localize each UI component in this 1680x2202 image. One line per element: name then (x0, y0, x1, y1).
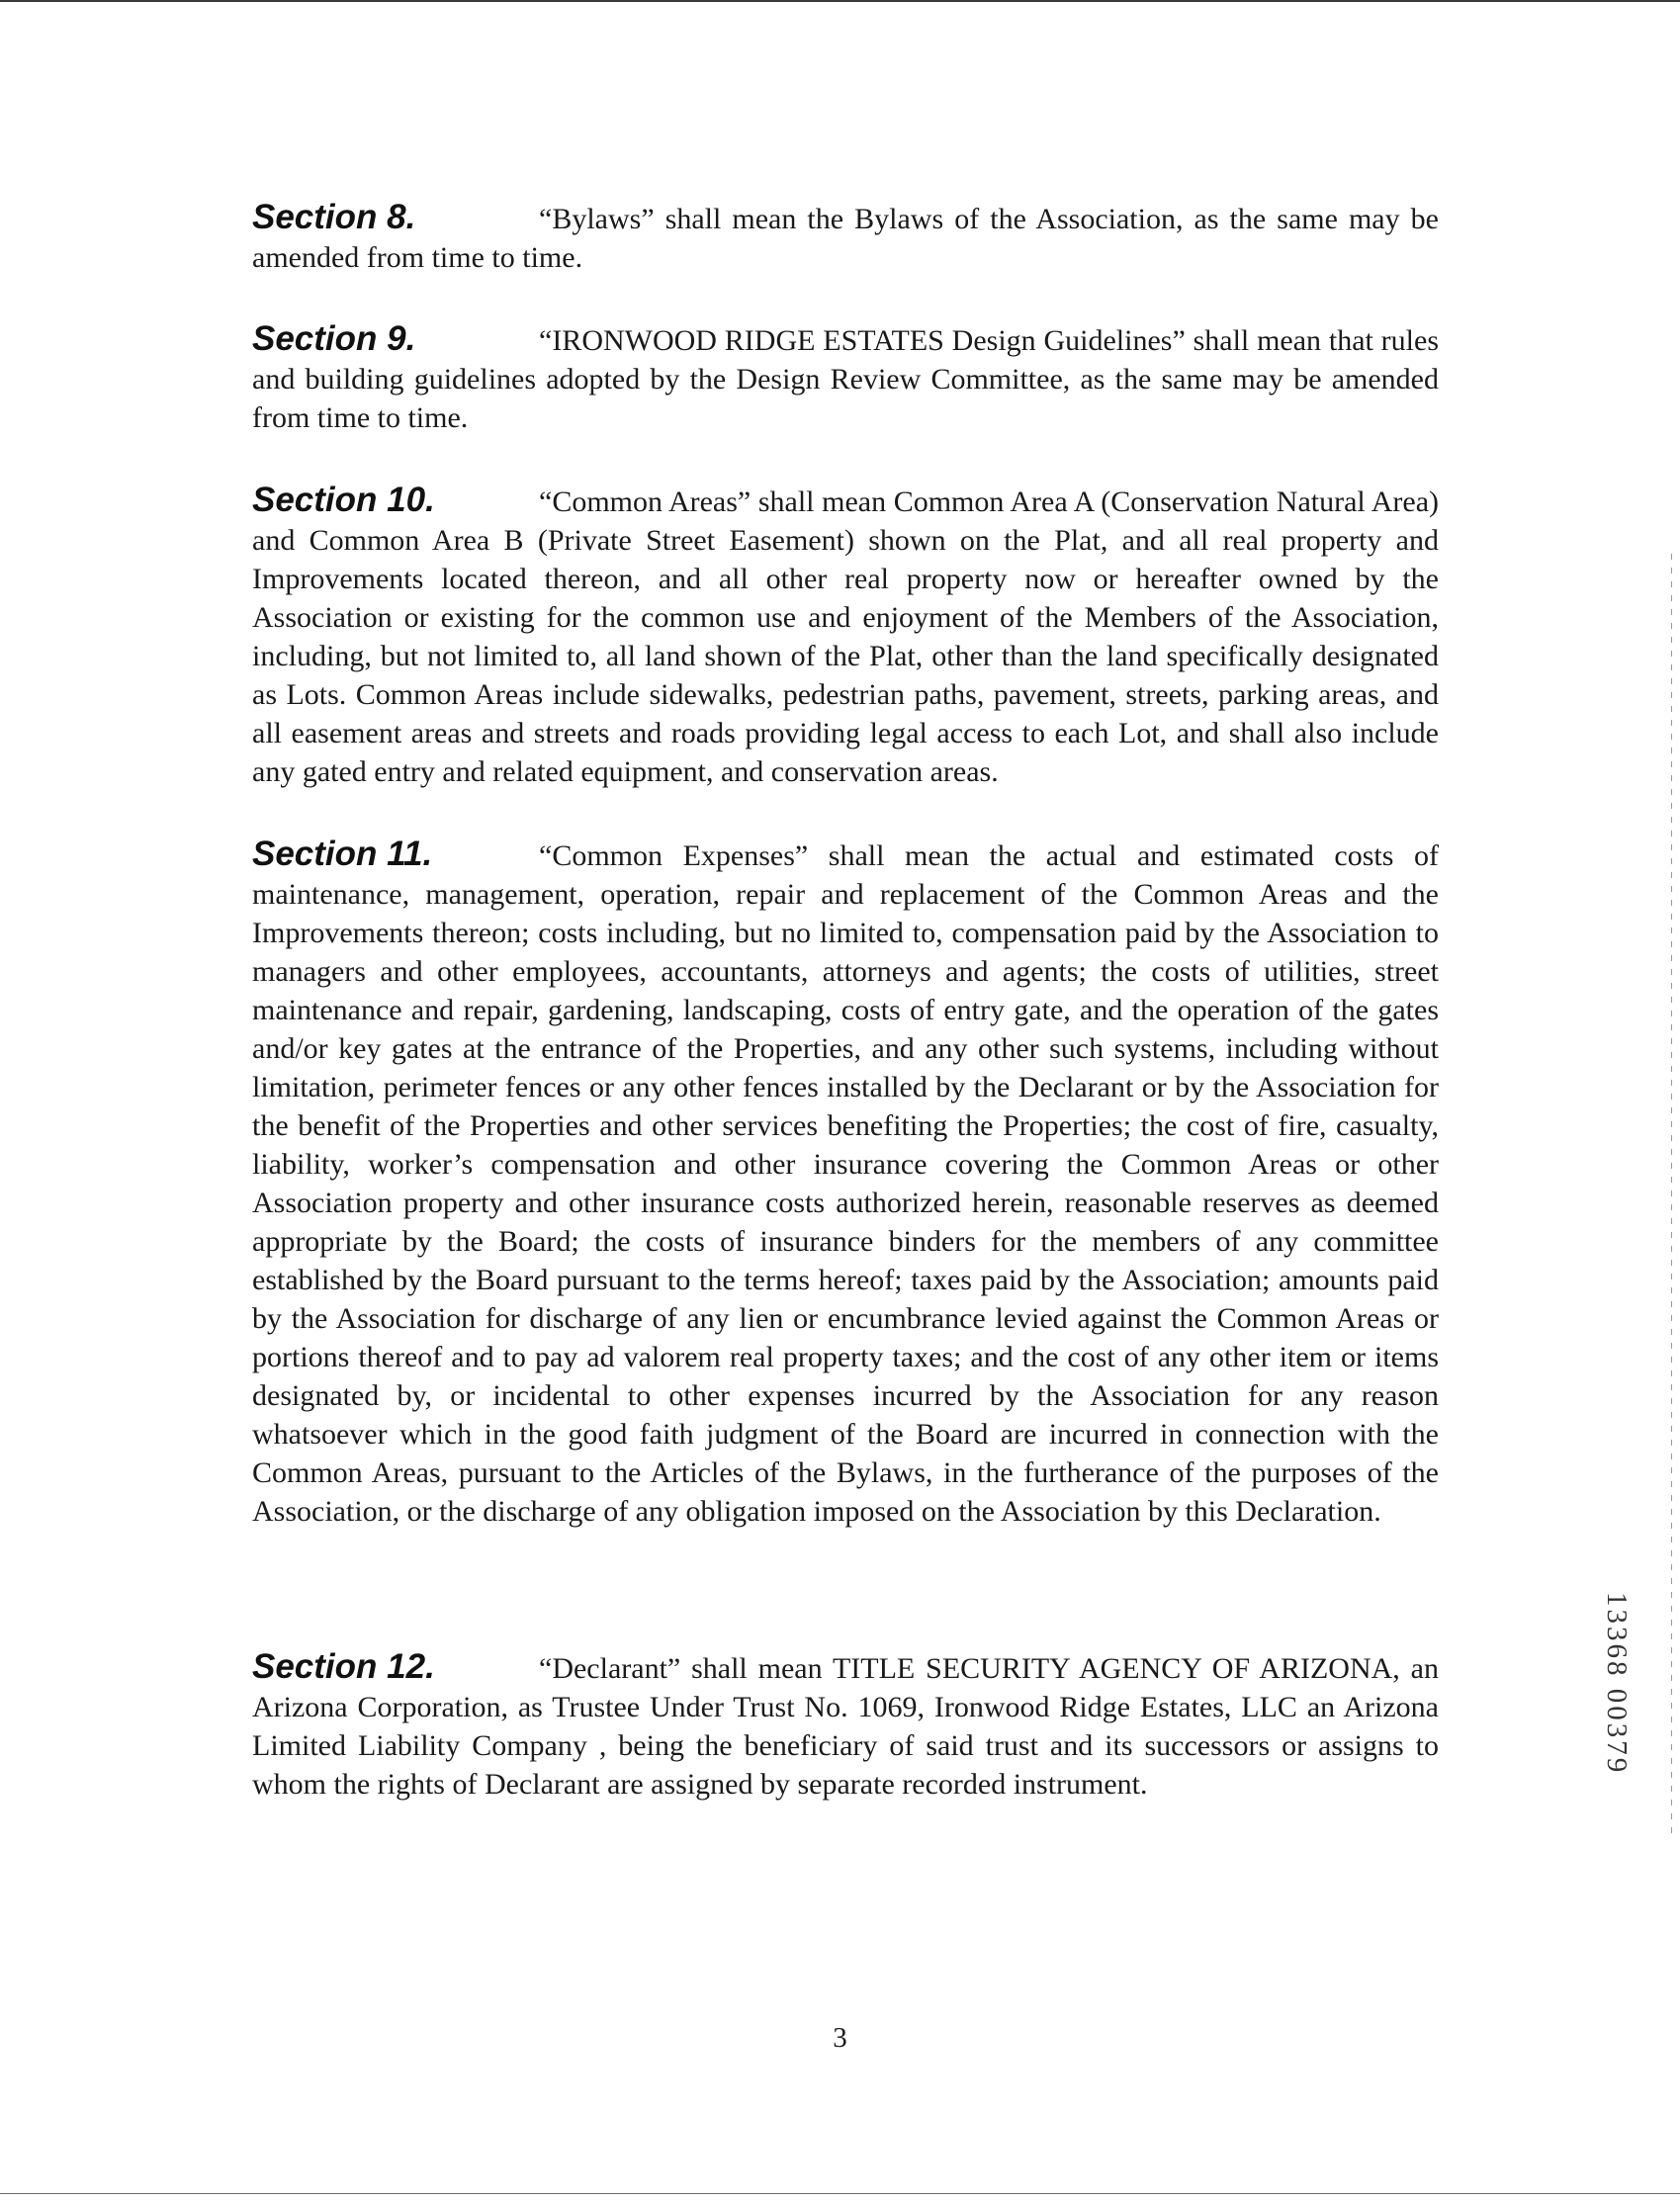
recording-number: 13368 00379 (1601, 1592, 1633, 1776)
section-8-text: “Bylaws” shall mean the Bylaws of the Association, as the same may be amended from time to time. (252, 203, 1439, 274)
section-11-text: “Common Expenses” shall mean the actual and estimated costs of maintenance, management, operation, repair and replacement of the Common Areas and the Improvements thereon; costs including, but no limited to, compensation paid by the Association to managers and other employees, accountants, attorneys and agents; the costs of utilities, street maintenance and repair, gardening, landscaping, costs of entry gate, and the operation of the gates and/or key gates at the entrance of the Properties, and any other such systems, including without limitation, perimeter fences or any other fences installed by the Declarant or by the Association for the benefit of the Properties and other services benefiting the Properties; the cost of fire, casualty, liability, worker’s compensation and other insurance covering the Common Areas or other Association property and other insurance costs authorized herein, reasonable reserves as deemed appropriate by the Board; the costs of insurance binders for the members of any committee established by the Board pursuant to the terms hereof; taxes paid by the Association; amounts paid by the Association for discharge of any lien or encumbrance levied against the Common Areas or portions thereof and to pay ad valorem real property taxes; and the cost of any other item or items designated by, or incidental to other expenses incurred by the Association for any reason whatsoever which in the good faith judgment of the Board are incurred in connection with the Common Areas, pursuant to the Articles of the Bylaws, in the furtherance of the purposes of the Association, or the discharge of any obligation imposed on the Association by this Declaration. (252, 839, 1439, 1528)
section-8-heading: Section 8. (252, 198, 416, 236)
page-number: 3 (833, 2022, 847, 2054)
section-10-heading: Section 10. (252, 481, 435, 519)
section-10 (252, 481, 1439, 791)
section-8 (252, 198, 1439, 277)
section-12 (252, 1647, 1439, 1804)
section-9-text: “IRONWOOD RIDGE ESTATES Design Guidelines” shall mean that rules and building guidelines adopted by the Design Review Committee, as the same may be amended from time to time. (252, 324, 1439, 434)
scan-edge-bottom (0, 2193, 1680, 2194)
scan-edge-top (0, 0, 1680, 2)
section-11 (252, 835, 1439, 1531)
section-12-text: “Declarant” shall mean TITLE SECURITY AGENCY OF ARIZONA, an Arizona Corporation, as Trustee Under Trust No. 1069, Ironwood Ridge Estates, LLC an Arizona Limited Liability Company , being the beneficiary of said trust and its successors or assigns to whom the rights of Declarant are assigned by separate recorded instrument. (252, 1652, 1439, 1801)
section-11-heading: Section 11. (252, 835, 433, 873)
section-9 (252, 319, 1439, 437)
document-body (252, 198, 1439, 1804)
section-9-heading: Section 9. (252, 319, 416, 358)
scan-edge-right (1671, 554, 1672, 1839)
section-12-heading: Section 12. (252, 1647, 435, 1686)
section-10-text: “Common Areas” shall mean Common Area A (Conservation Natural Area) and Common Area B (Private Street Easement) shown on the Plat, and all real property and Improvements located thereon, and all other real property now or hereafter owned by the Association or existing for the common use and enjoyment of the Members of the Association, including, but not limited to, all land shown of the Plat, other than the land specifically designated as Lots. Common Areas include sidewalks, pedestrian paths, pavement, streets, parking areas, and all easement areas and streets and roads providing legal access to each Lot, and shall also include any gated entry and related equipment, and conservation areas. (252, 485, 1439, 788)
